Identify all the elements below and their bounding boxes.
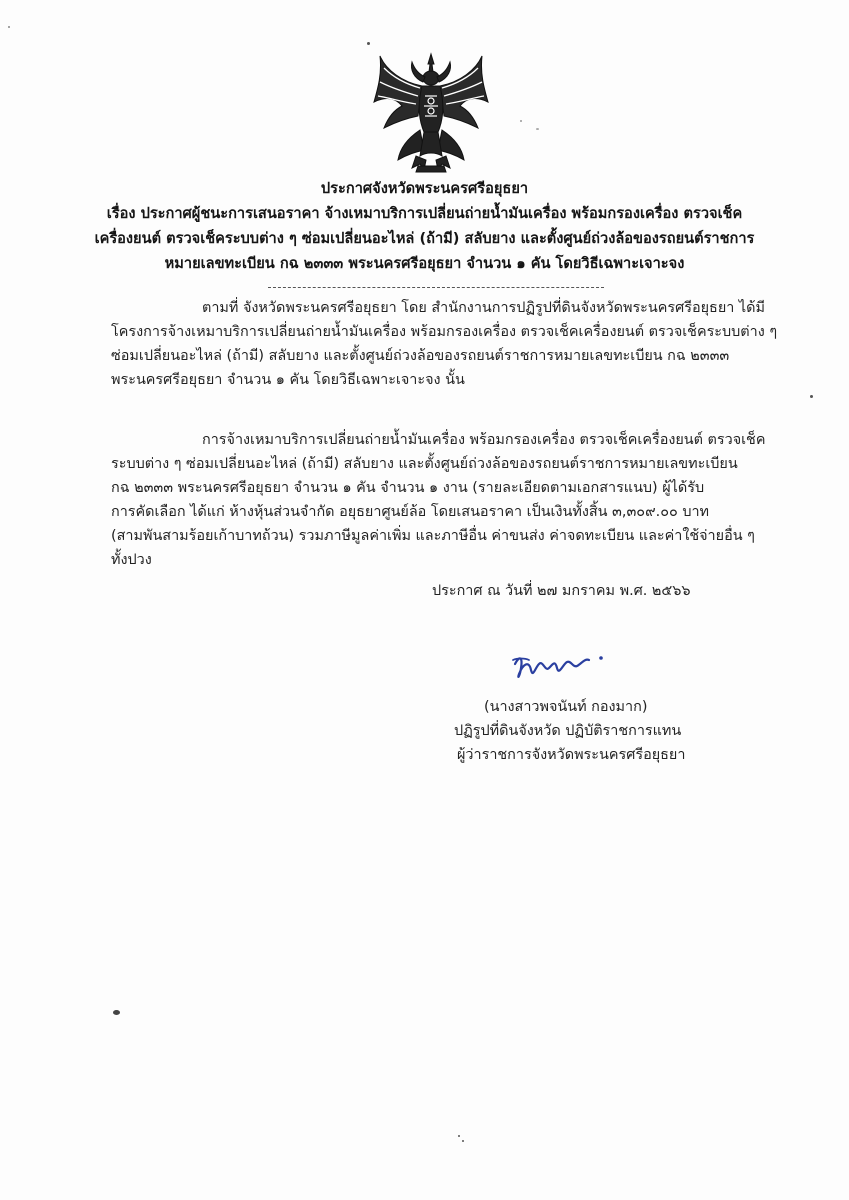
signer-name: (นางสาวพจนันท์ กองมาก)	[484, 699, 648, 715]
paragraph-line: กฉ ๒๓๓๓ พระนครศรีอยุธยา จำนวน ๑ คัน จำนวน ๑ งาน (รายละเอียดตามเอกสารแนบ) ผู้ได้รับ	[111, 480, 705, 496]
title-line-subject-cont: เครื่องยนต์ ตรวจเช็คระบบต่าง ๆ ซ่อมเปลี่ยนอะไหล่ (ถ้ามี) สลับยาง และตั้งศูนย์ถ่วงล้อของรถยนต์ราชการ	[94, 230, 755, 247]
scan-speck	[536, 128, 539, 130]
paragraph-line: ตามที่ จังหวัดพระนครศรีอยุธยา โดย สำนักงานการปฏิรูปที่ดินจังหวัดพระนครศรีอยุธยา ได้มี	[202, 300, 765, 316]
scan-speck	[367, 42, 370, 45]
title-line-subject: เรื่อง ประกาศผู้ชนะการเสนอราคา จ้างเหมาบริการเปลี่ยนถ่ายน้ำมันเครื่อง พร้อมกรองเครื่อง ตรวจเช็ค	[106, 205, 743, 222]
title-line-subject-end: หมายเลขทะเบียน กฉ ๒๓๓๓ พระนครศรีอยุธยา จำนวน ๑ คัน โดยวิธีเฉพาะเจาะจง	[164, 255, 685, 272]
title-line-org: ประกาศจังหวัดพระนครศรีอยุธยา	[320, 180, 529, 197]
scan-speck	[8, 26, 10, 28]
scan-speck	[520, 120, 522, 122]
scan-speck	[462, 1140, 464, 1142]
announcement-title	[60, 176, 789, 276]
garuda-emblem-icon	[372, 52, 490, 174]
signer-block	[432, 695, 712, 767]
title-divider	[268, 287, 604, 288]
body-paragraph-1	[111, 296, 778, 392]
body-paragraph-2	[111, 428, 766, 572]
scan-speck	[810, 395, 813, 398]
scan-speck	[458, 1135, 460, 1137]
paragraph-line: (สามพันสามร้อยเก้าบาทถ้วน) รวมภาษีมูลค่าเพิ่ม และภาษีอื่น ค่าขนส่ง ค่าจดทะเบียน และค่าใช้จ่ายอื่น ๆ	[111, 528, 755, 544]
paragraph-line: การคัดเลือก ได้แก่ ห้างหุ้นส่วนจำกัด อยุธยาศูนย์ล้อ โดยเสนอราคา เป็นเงินทั้งสิ้น ๓,๓๐๙.๐๐ บาท	[111, 504, 710, 520]
paragraph-line: ระบบต่าง ๆ ซ่อมเปลี่ยนอะไหล่ (ถ้ามี) สลับยาง และตั้งศูนย์ถ่วงล้อของรถยนต์ราชการหมายเลขทะเบียน	[111, 456, 738, 472]
paragraph-line: พระนครศรีอยุธยา จำนวน ๑ คัน โดยวิธีเฉพาะเจาะจง นั้น	[111, 372, 465, 388]
paragraph-line: การจ้างเหมาบริการเปลี่ยนถ่ายน้ำมันเครื่อง พร้อมกรองเครื่อง ตรวจเช็คเครื่องยนต์ ตรวจเช็ค	[202, 432, 766, 448]
paragraph-line: ซ่อมเปลี่ยนอะไหล่ (ถ้ามี) สลับยาง และตั้งศูนย์ถ่วงล้อของรถยนต์ราชการหมายเลขทะเบียน กฉ ๒๓๓๓	[111, 348, 730, 364]
paragraph-line: โครงการจ้างเหมาบริการเปลี่ยนถ่ายน้ำมันเครื่อง พร้อมกรองเครื่อง ตรวจเช็คเครื่องยนต์ ตรวจเช็คระบบต่าง ๆ	[111, 324, 778, 340]
signer-position-on-behalf: ผู้ว่าราชการจังหวัดพระนครศรีอยุธยา	[457, 747, 686, 763]
announcement-date: ประกาศ ณ วันที่ ๒๗ มกราคม พ.ศ. ๒๕๖๖	[432, 583, 691, 599]
scan-speck	[113, 1010, 120, 1015]
handwritten-signature-icon	[505, 646, 625, 690]
paragraph-line: ทั้งปวง	[111, 552, 152, 568]
signer-position: ปฏิรูปที่ดินจังหวัด ปฏิบัติราชการแทน	[454, 723, 682, 739]
